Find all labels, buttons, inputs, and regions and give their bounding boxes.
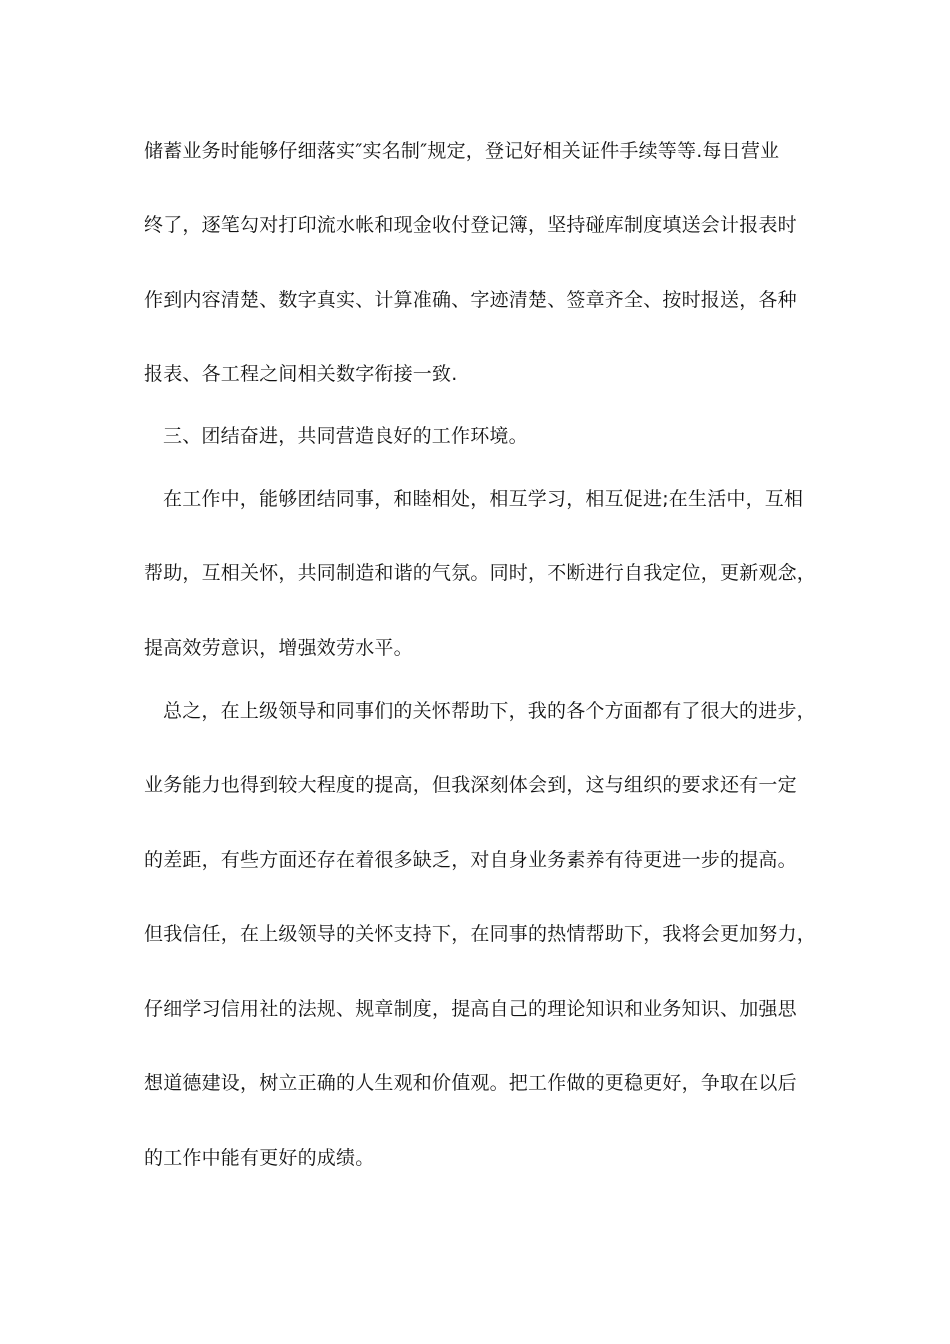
text-line: 储蓄业务时能够仔细落实″实名制″规定，登记好相关证件手续等等.每日营业 [144,140,780,162]
text-line: 的工作中能有更好的成绩。 [144,1147,375,1169]
text-line: 报表、各工程之间相关数字衔接一致. [144,363,458,385]
text-line: 业务能力也得到较大程度的提高，但我深刻体会到，这与组织的要求还有一定 [144,774,797,796]
text-line: 想道德建设，树立正确的人生观和价值观。把工作做的更稳更好，争取在以后 [144,1072,797,1094]
text-line: 提高效劳意识，增强效劳水平。 [144,637,413,659]
section-heading: 三、团结奋进，共同营造良好的工作环境。 [163,425,528,447]
text-line: 终了，逐笔勾对打印流水帐和现金收付登记簿，坚持碰库制度填送会计报表时 [144,214,797,236]
text-line: 在工作中，能够团结同事，和睦相处，相互学习，相互促进;在生活中，互相 [163,488,804,510]
text-line: 的差距，有些方面还存在着很多缺乏，对自身业务素养有待更进一步的提高。 [144,849,797,871]
text-line: 仔细学习信用社的法规、规章制度，提高自己的理论知识和业务知识、加强思 [144,998,797,1020]
text-line: 帮助，互相关怀，共同制造和谐的气氛。同时，不断进行自我定位，更新观念， [144,562,817,584]
text-line: 作到内容清楚、数字真实、计算准确、字迹清楚、签章齐全、按时报送，各种 [144,289,797,311]
text-line: 总之，在上级领导和同事们的关怀帮助下，我的各个方面都有了很大的进步， [163,700,816,722]
text-line: 但我信任，在上级领导的关怀支持下，在同事的热情帮助下，我将会更加努力， [144,923,817,945]
